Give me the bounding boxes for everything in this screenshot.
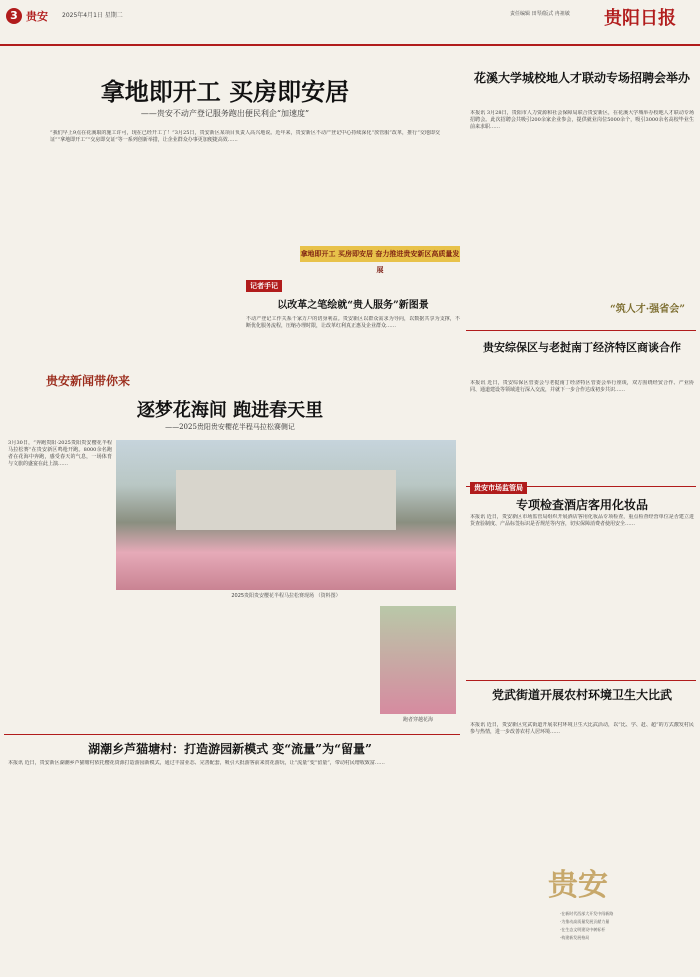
notes-label: 记者手记 xyxy=(246,280,282,292)
merchant-title: 贵安综保区与老挝南丁经济特区商谈合作 xyxy=(483,341,681,354)
divider xyxy=(4,734,460,735)
editors-line: 责任编辑 田琴/版式 冉祖敏 xyxy=(510,11,570,17)
slogan-line: ·在新时代西部大开发中闯新路 xyxy=(560,911,614,916)
market-body: 本报讯 近日，贵安新区市场监管局组织开展酒店客用化妆品专项检查，重点检查经营单位是否建立进货查验制度、产品标签标识是否规范等内容，切实保障消费者使用安全…… xyxy=(470,514,694,527)
slogan-line: ·在生态文明建设中树标杆 xyxy=(560,927,606,932)
feature-subtitle: ——2025贵阳贵安樱花半程马拉松赛侧记 xyxy=(165,423,295,431)
guian-slogans xyxy=(560,910,690,942)
party-body: 本报讯 近日，贵安新区党武街道开展农村环境卫生大比武活动，以“比、学、赶、超”的方式激发村民参与热情，进一步改善农村人居环境…… xyxy=(470,722,694,735)
talent-body: 本报讯 3月28日，贵阳市人力资源和社会保障局联合贵安新区，在花溪大学城举办校地人才联动专场招聘会。此次招聘会共吸引200余家企业参会，提供就业岗位5000余个，吸引3000余名高校毕业生前来求职…… xyxy=(470,110,694,130)
notes-body: 不动产登记工作关系千家万户的切身利益。贵安新区以群众需求为导向，以数据共享为支撑，不断优化服务流程，压缩办理时限，让改革红利真正惠及企业群众…… xyxy=(246,316,460,329)
section-name: 贵安 xyxy=(26,10,48,23)
page-header xyxy=(0,0,700,46)
talent-title: 花溪大学城校地人才联动专场招聘会举办 xyxy=(473,71,690,85)
slogan-banner: 拿地即开工 买房即安居 奋力推进贵安新区高质量发展 xyxy=(300,246,460,262)
party-title: 党武街道开展农村环境卫生大比武 xyxy=(491,688,672,702)
marathon-photo-caption: 2025贵阳贵安樱花半程马拉松赛现场 （资料图） xyxy=(231,593,341,599)
newspaper-logo: 贵阳日报 xyxy=(604,8,676,29)
pond-body: 本报讯 近日，贵安新区湖潮乡芦猫塘村依托樱花资源打造游园新模式，通过丰富业态、完善配套，吸引大批游客前来赏花游玩，让“流量”变“留量”，带动村民增收致富…… xyxy=(8,760,385,766)
runners-photo-caption: 跑者穿越花海 xyxy=(402,717,433,723)
section-number: 3 xyxy=(6,8,22,24)
marathon-photo xyxy=(116,440,456,590)
feature-body: 3月30日，“奔跑贵阳·2025贵阳贵安樱花半程马拉松赛”在贵安新区鸣枪开跑。8000余名跑者在花海中奔跑，感受春天的气息，一场体育与文旅的盛宴在此上演…… xyxy=(8,440,112,467)
runners-photo xyxy=(380,606,456,714)
lead-body: “我们早上9点在花溪取的施工许可，现在已经开工了！”3月25日，贵安新区某项目负责人高兴地说。近年来，贵安新区不动产登记中心持续深化“放管服”改革，推行“交地即交证”“拿地即开工”“交房即交证”等一系列创新举措，让企业群众办事更加便捷高效…… xyxy=(50,130,440,143)
slogan-line: ·为推动高质量发展贡献力量 xyxy=(560,919,610,924)
market-title: 专项检查酒店客用化妆品 xyxy=(515,498,648,512)
feature-title: 逐梦花海间 跑进春天里 xyxy=(136,400,324,421)
notes-title: 以改革之笔绘就“贵人服务”新图景 xyxy=(277,300,429,311)
merchant-body: 本报讯 近日，贵安综保区管委会与老挝南丁经济特区管委会举行座谈，双方围绕经贸合作、产业协同、通道建设等领域进行深入交流，并就下一步合作达成初步共识…… xyxy=(470,380,694,393)
market-label: 贵安市场监管局 xyxy=(470,482,527,494)
talent-banner: “筑人才·强省会” xyxy=(610,304,685,315)
feature-banner: 贵安新闻带你来 xyxy=(46,374,131,388)
lead-title: 拿地即开工 买房即安居 xyxy=(100,77,350,106)
divider xyxy=(466,330,696,331)
issue-date: 2025年4月1日 星期二 xyxy=(62,12,123,19)
divider xyxy=(466,680,696,681)
guian-logo: 贵安 xyxy=(548,868,608,903)
slogan-line: ·构建新发展格局 xyxy=(560,935,590,940)
pond-title: 湖潮乡芦猫塘村：打造游园新模式 变“流量”为“留量” xyxy=(88,742,372,756)
lead-subtitle: ——贵安不动产登记服务跑出便民利企“加速度” xyxy=(140,109,310,118)
